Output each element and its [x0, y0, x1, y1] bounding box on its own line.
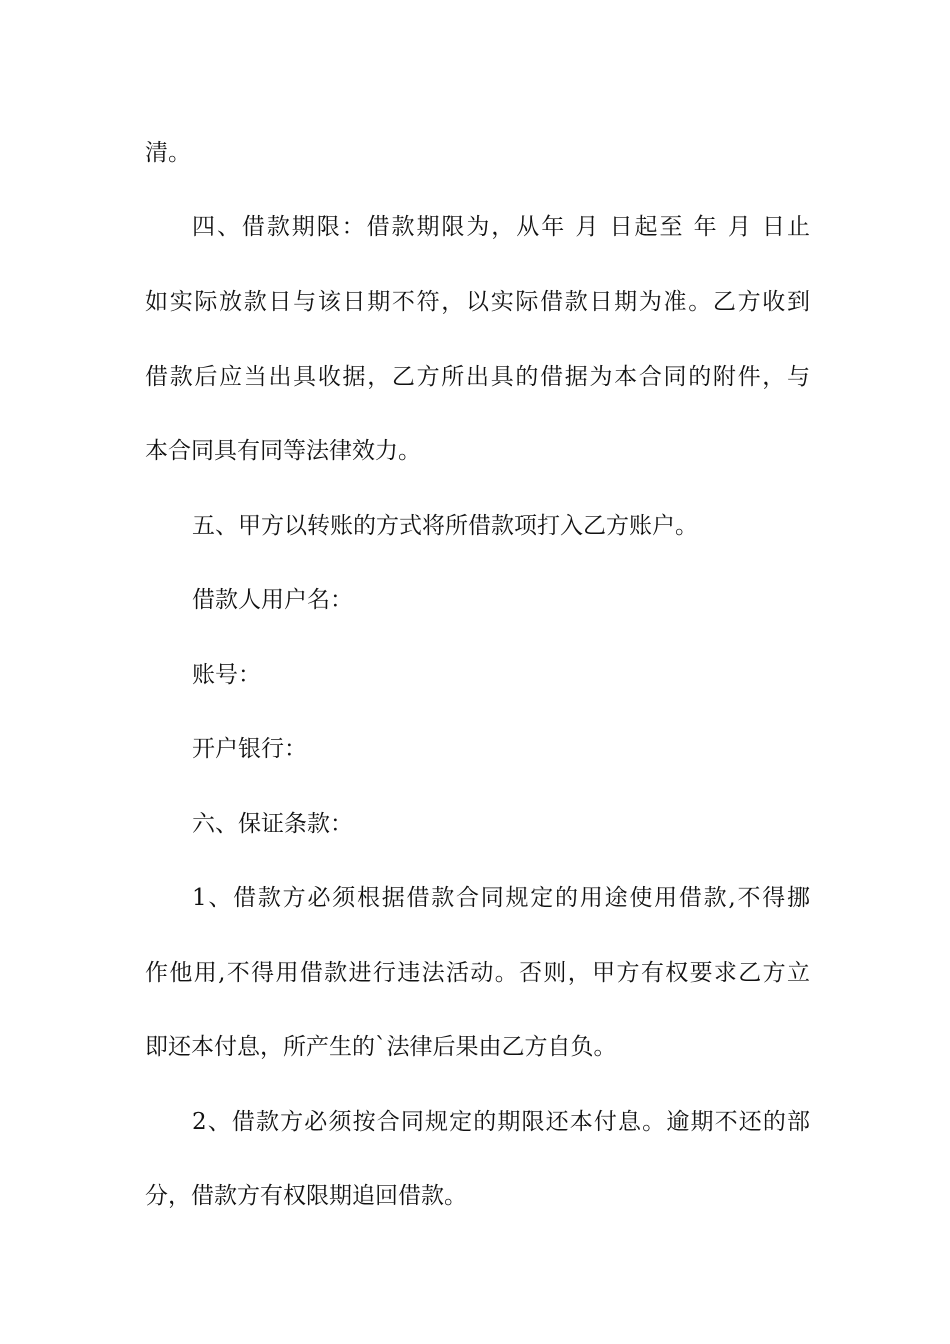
bank-field: 开户银行：: [192, 736, 307, 762]
clause-6-heading: 六、保证条款：: [192, 811, 353, 837]
text-line: 即还本付息，所产生的`法律后果由乙方自负。: [145, 1034, 617, 1060]
clause-5-heading: 五、甲方以转账的方式将所借款项打入乙方账户。: [192, 513, 698, 539]
text-line: 作他用,不得用借款进行违法活动。否则，甲方有权要求乙方立: [145, 960, 810, 986]
clause-6-item-2: 2、借款方必须按合同规定的期限还本付息。逾期不还的部: [192, 1109, 810, 1135]
borrower-name-field: 借款人用户名：: [192, 587, 353, 613]
clause-4-heading: 四、借款期限：借款期限为，从年 月 日起至 年 月 日止: [192, 214, 810, 240]
clause-6-item-1: 1、借款方必须根据借款合同规定的用途使用借款,不得挪: [192, 885, 810, 911]
text-line: 如实际放款日与该日期不符，以实际借款日期为准。乙方收到: [145, 289, 810, 315]
text-line: 清。: [145, 140, 191, 166]
text-line: 本合同具有同等法律效力。: [145, 438, 421, 464]
account-number-field: 账号：: [192, 662, 261, 688]
text-line: 借款后应当出具收据，乙方所出具的借据为本合同的附件，与: [145, 364, 810, 390]
text-line: 分，借款方有权限期追回借款。: [145, 1183, 467, 1209]
